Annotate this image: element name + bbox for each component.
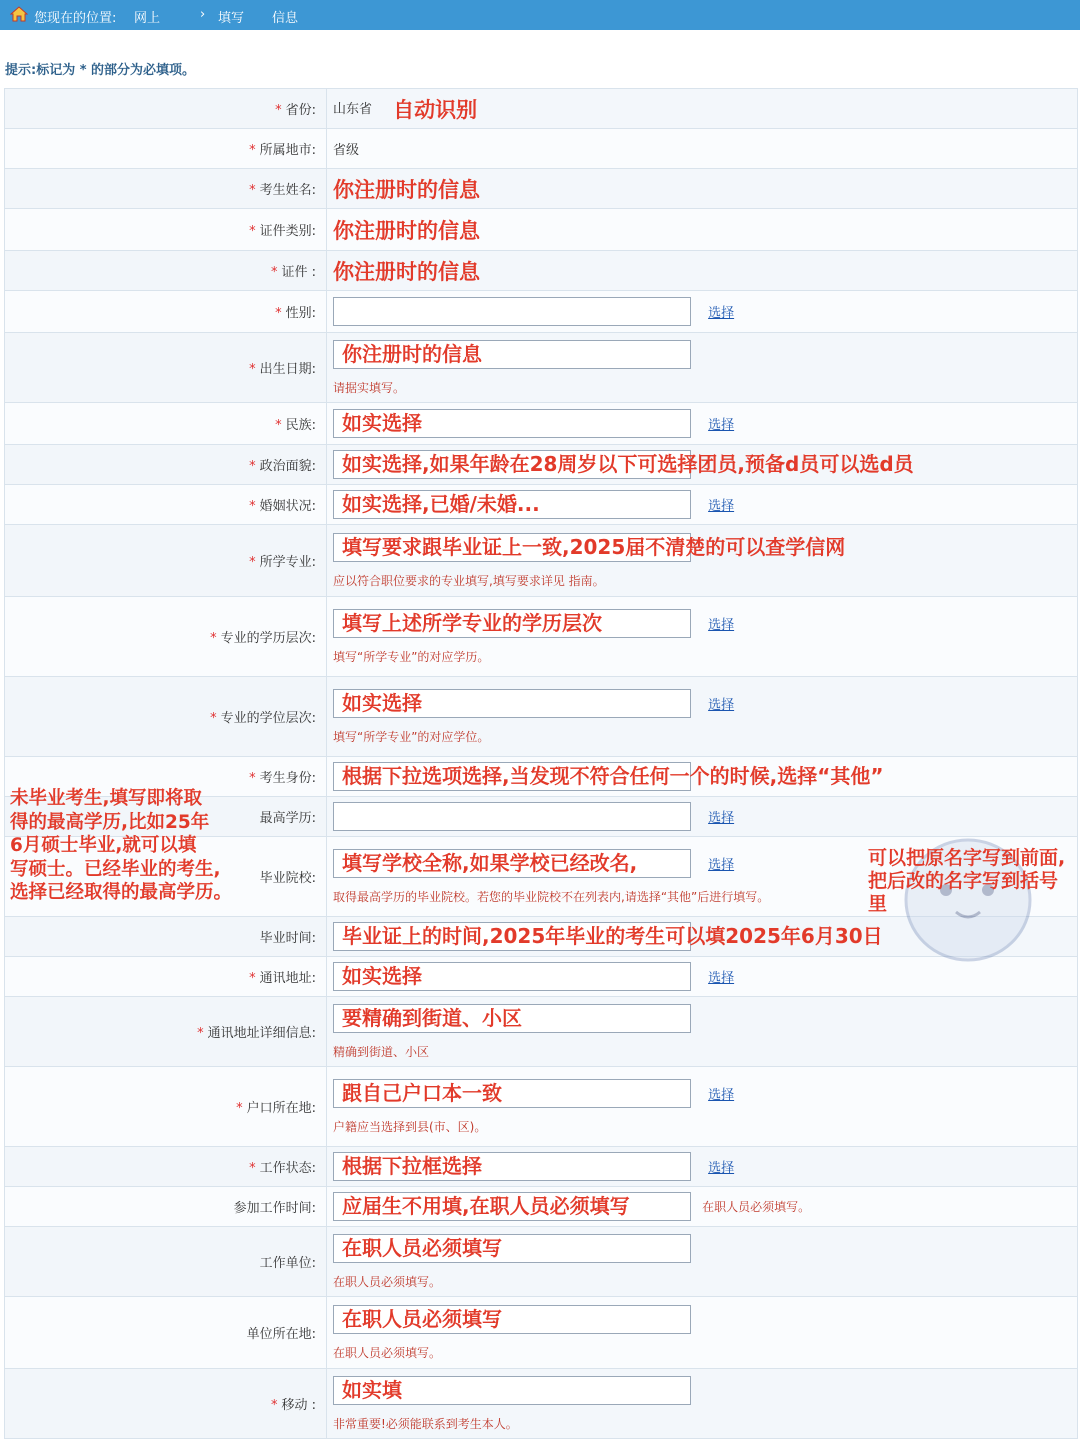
marital-status-field[interactable]: 如实选择,已婚/未婚...: [333, 490, 691, 519]
province-annotation: 自动识别: [393, 97, 478, 122]
location-label: 您现在的位置:: [34, 11, 117, 26]
birthdate-note: 请据实填写。: [333, 380, 406, 395]
city-value: 省级: [333, 143, 360, 158]
breadcrumb-1[interactable]: 网上: [134, 11, 161, 26]
ethnicity-select-link[interactable]: 选择: [708, 418, 735, 433]
value-address-detail: [327, 997, 1078, 1067]
label-political-status: * 政治面貌:: [5, 445, 327, 485]
household-registration-field[interactable]: 跟自己户口本一致: [333, 1079, 691, 1108]
value-ethnicity: [327, 403, 1078, 445]
required-hint: 提示:标记为 * 的部分为必填项。: [5, 63, 196, 78]
work-start-date-field[interactable]: 应届生不用填,在职人员必须填写: [333, 1192, 691, 1221]
marital-select-link[interactable]: 选择: [708, 499, 735, 514]
graduate-school-field[interactable]: 填写学校全称,如果学校已经改名,: [333, 849, 691, 878]
value-major: [327, 525, 1078, 597]
employer-location-note: 在职人员必须填写。: [333, 1345, 442, 1360]
graduate-school-select-link[interactable]: 选择: [708, 857, 735, 873]
mailing-address-select-link[interactable]: 选择: [708, 971, 735, 986]
value-employer: [327, 1227, 1078, 1297]
graduate-school-annotation: 可以把原名字写到前面,把后改的名字写到括号里: [868, 847, 1066, 915]
value-major-degree-level: [327, 677, 1078, 757]
value-work-status: [327, 1147, 1078, 1187]
value-name: [327, 169, 1078, 209]
label-work-start-date: 参加工作时间:: [5, 1187, 327, 1227]
label-gender: * 性别:: [5, 291, 327, 333]
registration-form: [4, 88, 1078, 1439]
work-status-field[interactable]: 根据下拉框选择: [333, 1152, 691, 1181]
major-education-level-note: 填写“所学专业”的对应学历。: [333, 649, 490, 664]
work-start-date-note: 在职人员必须填写。: [702, 1200, 811, 1214]
label-major: * 所学专业:: [5, 525, 327, 597]
value-household-registration: [327, 1067, 1078, 1147]
label-province: * 省份:: [5, 89, 327, 129]
label-id-type: * 证件类别:: [5, 209, 327, 251]
candidate-identity-field[interactable]: 根据下拉选项选择,当发现不符合任何一个的时候,选择“其他”: [333, 762, 691, 791]
major-education-level-field[interactable]: 填写上述所学专业的学历层次: [333, 609, 691, 638]
value-candidate-identity: [327, 757, 1078, 797]
label-employer: 工作单位:: [5, 1227, 327, 1297]
value-id: [327, 251, 1078, 291]
political-status-field[interactable]: 如实选择,如果年龄在28周岁以下可选择团员,预备d员可以选d员: [333, 450, 691, 479]
value-city: [327, 129, 1078, 169]
label-marital-status: * 婚姻状况:: [5, 485, 327, 525]
value-birthdate: [327, 333, 1078, 403]
label-mobile: * 移动 :: [5, 1369, 327, 1439]
label-id: * 证件 :: [5, 251, 327, 291]
value-work-start-date: [327, 1187, 1078, 1227]
mobile-field[interactable]: 如实填: [333, 1376, 691, 1405]
graduation-date-field[interactable]: 毕业证上的时间,2025年毕业的考生可以填2025年6月30日: [333, 922, 691, 951]
label-highest-education: 最高学历:: [5, 797, 327, 837]
id-annotation: 你注册时的信息: [333, 259, 480, 284]
value-political-status: [327, 445, 1078, 485]
label-mailing-address: * 通讯地址:: [5, 957, 327, 997]
label-graduation-date: 毕业时间:: [5, 917, 327, 957]
highest-education-annotation: 未毕业考生,填写即将取 得的最高学历,比如25年 6月硕士毕业,就可以填 写硕士。已经毕业的考生, 选择已经取得的最高学历。: [10, 788, 233, 903]
employer-field[interactable]: 在职人员必须填写: [333, 1234, 691, 1263]
label-household-registration: * 户口所在地:: [5, 1067, 327, 1147]
household-registration-note: 户籍应当选择到县(市、区)。: [333, 1119, 487, 1134]
label-work-status: * 工作状态:: [5, 1147, 327, 1187]
ethnicity-field[interactable]: 如实选择: [333, 409, 691, 438]
breadcrumb-3[interactable]: 信息: [272, 11, 299, 26]
value-province: [327, 89, 1078, 129]
label-ethnicity: * 民族:: [5, 403, 327, 445]
major-degree-level-note: 填写“所学专业”的对应学位。: [333, 729, 490, 744]
label-candidate-identity: * 考生身份:: [5, 757, 327, 797]
education-level-select-link[interactable]: 选择: [708, 617, 735, 633]
mailing-address-field[interactable]: 如实选择: [333, 962, 691, 991]
major-degree-level-field[interactable]: 如实选择: [333, 689, 691, 718]
province-value: 山东省: [333, 102, 373, 117]
label-city: * 所属地市:: [5, 129, 327, 169]
address-detail-note: 精确到街道、小区: [333, 1044, 430, 1059]
birthdate-field[interactable]: 你注册时的信息: [333, 340, 691, 369]
breadcrumb-separator: ›: [200, 7, 206, 22]
highest-education-select-link[interactable]: 选择: [708, 811, 735, 826]
address-detail-field[interactable]: 要精确到街道、小区: [333, 1004, 691, 1033]
home-icon: [10, 6, 28, 22]
major-note: 应以符合职位要求的专业填写,填写要求详见 指南。: [333, 573, 605, 588]
work-status-select-link[interactable]: 选择: [708, 1161, 735, 1176]
label-graduate-school: 毕业院校:: [5, 837, 327, 917]
value-gender: [327, 291, 1078, 333]
value-major-education-level: [327, 597, 1078, 677]
label-address-detail: * 通讯地址详细信息:: [5, 997, 327, 1067]
mobile-note: 非常重要!必须能联系到考生本人。: [333, 1416, 518, 1431]
value-id-type: [327, 209, 1078, 251]
graduate-school-note: 取得最高学历的毕业院校。若您的毕业院校不在列表内,请选择“其他”后进行填写。: [333, 889, 770, 904]
gender-select-link[interactable]: 选择: [708, 306, 735, 321]
degree-level-select-link[interactable]: 选择: [708, 697, 735, 713]
value-employer-location: [327, 1297, 1078, 1369]
id-type-annotation: 你注册时的信息: [333, 218, 480, 243]
name-annotation: 你注册时的信息: [333, 177, 480, 202]
label-major-degree-level: * 专业的学位层次:: [5, 677, 327, 757]
highest-education-field[interactable]: [333, 802, 691, 831]
location-bar: [0, 0, 1080, 30]
gender-field[interactable]: [333, 297, 691, 326]
value-marital-status: [327, 485, 1078, 525]
label-birthdate: * 出生日期:: [5, 333, 327, 403]
major-field[interactable]: 填写要求跟毕业证上一致,2025届不清楚的可以查学信网: [333, 533, 691, 562]
employer-note: 在职人员必须填写。: [333, 1274, 442, 1289]
label-major-education-level: * 专业的学历层次:: [5, 597, 327, 677]
value-mobile: [327, 1369, 1078, 1439]
label-name: * 考生姓名:: [5, 169, 327, 209]
employer-location-field[interactable]: 在职人员必须填写: [333, 1305, 691, 1334]
label-employer-location: 单位所在地:: [5, 1297, 327, 1369]
household-select-link[interactable]: 选择: [708, 1087, 735, 1103]
breadcrumb-2[interactable]: 填写: [218, 11, 245, 26]
